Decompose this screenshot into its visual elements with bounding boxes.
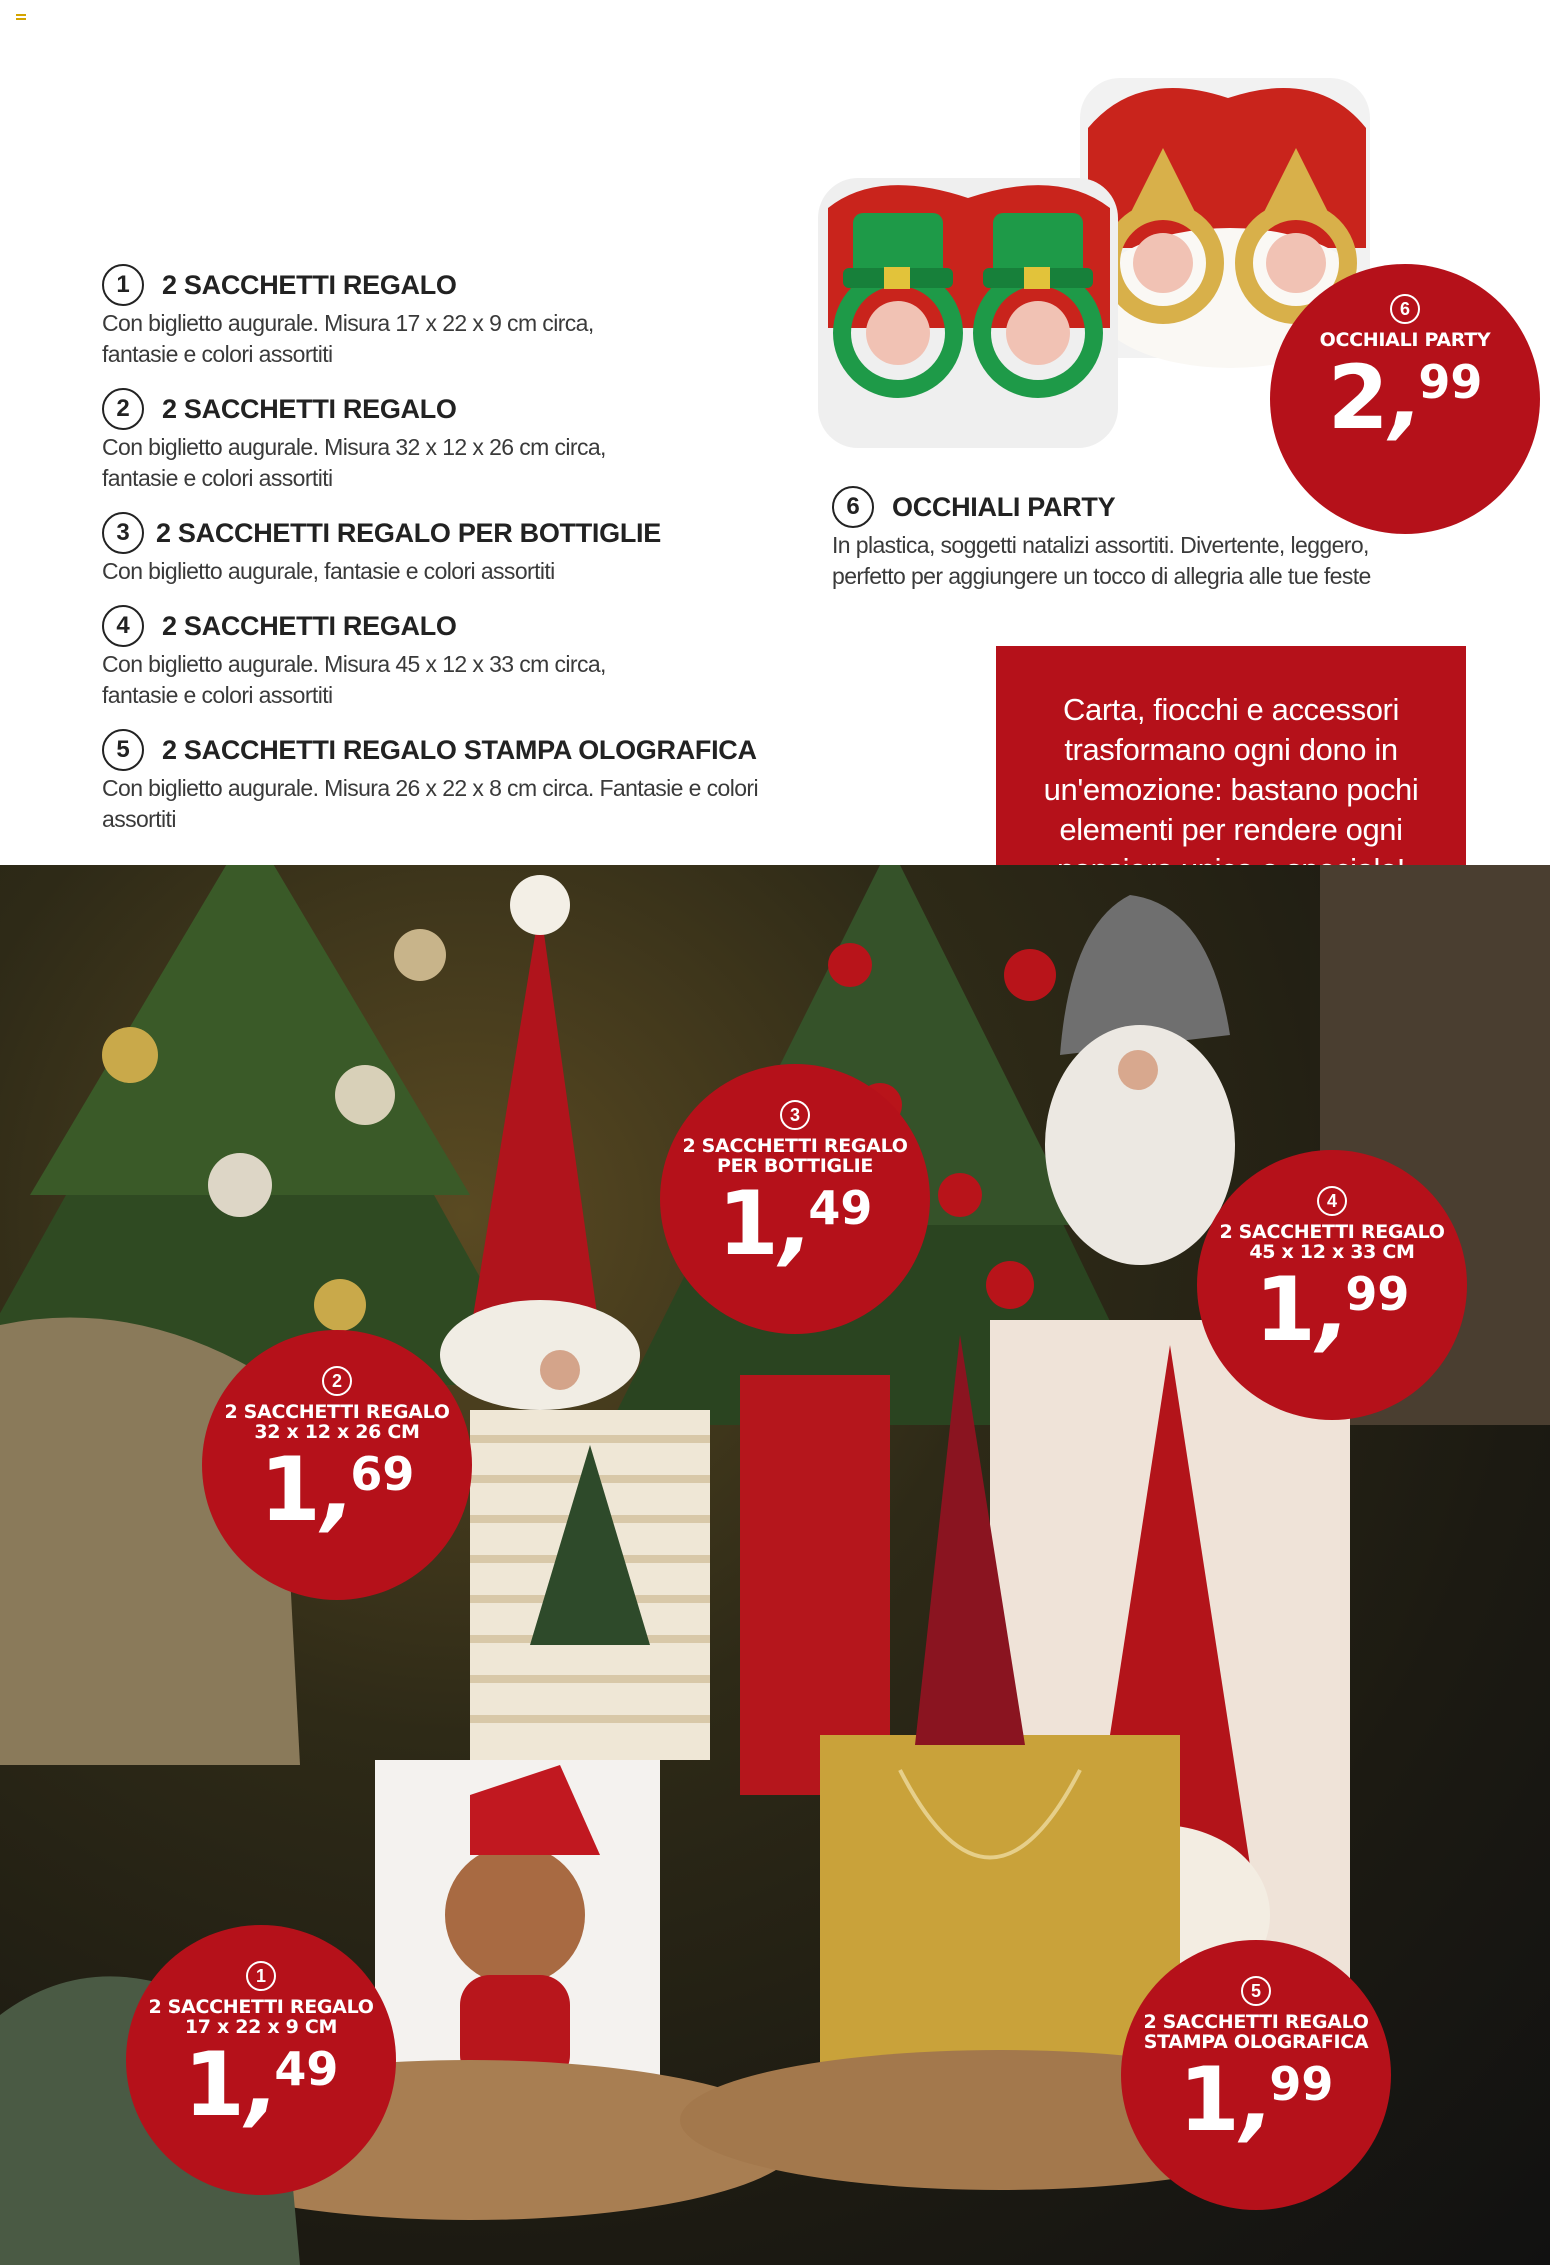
badge-number: 6 xyxy=(1390,294,1420,324)
price-badge-sacchetti-olografica xyxy=(1121,1940,1391,2210)
product-description: Con biglietto augurale. Misura 32 x 12 x 26 cm circa, fantasie e colori assortiti xyxy=(102,434,606,491)
product-description: Con biglietto augurale, fantasie e colori assortiti xyxy=(102,558,555,584)
product-title: 2 SACCHETTI REGALO xyxy=(162,393,457,424)
product-title: 2 SACCHETTI REGALO xyxy=(162,269,457,300)
badge-price: 2 , 99 xyxy=(1327,346,1483,449)
product-title: 2 SACCHETTI REGALO PER BOTTIGLIE xyxy=(156,517,661,548)
product-title: OCCHIALI PARTY xyxy=(892,491,1116,522)
badge-product-name: 2 SACCHETTI REGALO 45 x 12 x 33 CM xyxy=(1219,1221,1445,1263)
badge-product-name: 2 SACCHETTI REGALO 17 x 22 x 9 CM xyxy=(148,1996,374,2038)
product-title: 2 SACCHETTI REGALO STAMPA OLOGRAFICA xyxy=(162,734,757,765)
product-number: 5 xyxy=(102,729,144,771)
product-item-5 xyxy=(102,727,802,835)
menu-icon[interactable] xyxy=(16,14,26,24)
badge-product-name: 2 SACCHETTI REGALO PER BOTTIGLIE xyxy=(682,1135,908,1177)
price-badge-occhiali-party xyxy=(1270,264,1540,534)
product-item-4 xyxy=(102,603,802,711)
badge-number: 2 xyxy=(322,1366,352,1396)
badge-number: 4 xyxy=(1317,1186,1347,1216)
product-number: 1 xyxy=(102,264,144,306)
product-description: Con biglietto augurale. Misura 17 x 22 x 9 cm circa, fantasie e colori assortiti xyxy=(102,310,594,367)
product-item-1 xyxy=(102,262,802,370)
badge-price: 1 , 99 xyxy=(1254,1258,1410,1361)
product-number: 3 xyxy=(102,512,144,554)
badge-number: 5 xyxy=(1241,1976,1271,2006)
product-list xyxy=(102,262,802,851)
badge-product-name: 2 SACCHETTI REGALO 32 x 12 x 26 CM xyxy=(224,1401,450,1443)
product-number: 4 xyxy=(102,605,144,647)
badge-number: 3 xyxy=(780,1100,810,1130)
price-badge-sacchetti-32x12x26 xyxy=(202,1330,472,1600)
badge-price: 1 , 49 xyxy=(183,2033,339,2136)
badge-product-name: OCCHIALI PARTY xyxy=(1319,329,1491,351)
badge-price: 1 , 69 xyxy=(259,1438,415,1541)
product-description: Con biglietto augurale. Misura 26 x 22 x 8 cm circa. Fantasie e colori assortiti xyxy=(102,775,758,832)
badge-product-name: 2 SACCHETTI REGALO STAMPA OLOGRAFICA xyxy=(1143,2011,1369,2053)
product-item-2 xyxy=(102,386,802,494)
badge-number: 1 xyxy=(246,1961,276,1991)
badge-price: 1 , 99 xyxy=(1178,2048,1334,2151)
product-description: In plastica, soggetti natalizi assortiti. Divertente, leggero, perfetto per aggiungere un tocco di allegria alle tue feste xyxy=(832,532,1371,589)
price-badge-sacchetti-bottiglie xyxy=(660,1064,930,1334)
badge-price: 1 , 49 xyxy=(717,1172,873,1275)
product-title: 2 SACCHETTI REGALO xyxy=(162,610,457,641)
price-badge-sacchetti-17x22x9 xyxy=(126,1925,396,2195)
promo-text: Carta, fiocchi e accessori trasformano ogni dono in un'emozione: bastano pochi elementi per rendere ogni xyxy=(1043,692,1419,847)
price-badge-sacchetti-45x12x33 xyxy=(1197,1150,1467,1420)
product-description: Con biglietto augurale. Misura 45 x 12 x 33 cm circa, fantasie e colori assortiti xyxy=(102,651,606,708)
product-number: 6 xyxy=(832,486,874,528)
product-item-3 xyxy=(102,510,802,587)
product-number: 2 xyxy=(102,388,144,430)
